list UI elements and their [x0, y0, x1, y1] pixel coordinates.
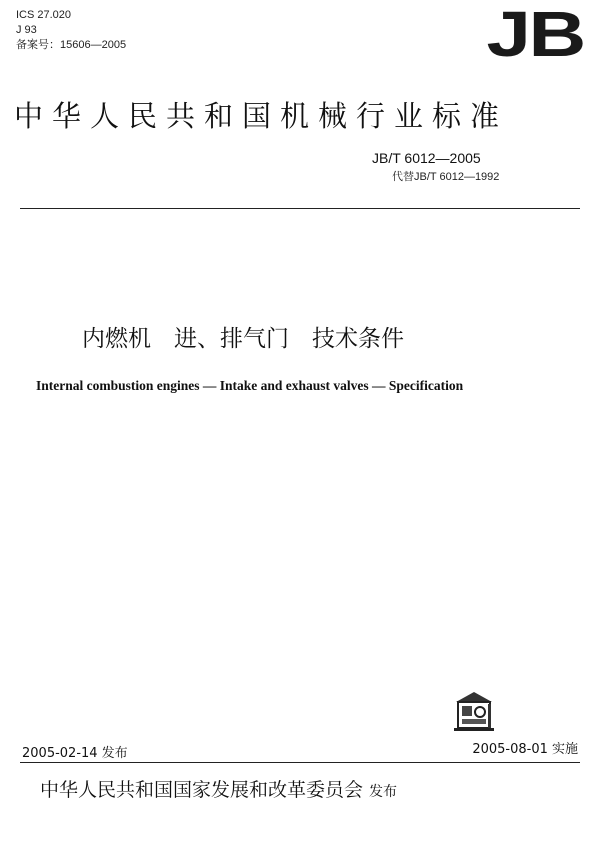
bottom-divider: [20, 762, 580, 763]
title-english: Internal combustion engines — Intake and exhaust valves — Specification: [36, 378, 464, 393]
issue-date: 2005-02-14 发布: [22, 746, 128, 761]
implementation-date: 2005-08-01 实施: [472, 742, 578, 757]
record-number: 备案号：15606—2005: [16, 39, 127, 51]
title-chinese: 内燃机 进、排气门 技术条件: [82, 326, 404, 352]
replaces-standard: 代替JB/T 6012—1992: [392, 171, 500, 183]
standard-organization: 中华人民共和国机械行业标准: [14, 99, 509, 133]
ics-code: ICS 27.020: [16, 9, 72, 21]
issuing-authority: [40, 776, 580, 806]
standard-code: JB/T 6012—2005: [372, 150, 481, 166]
jb-logo: JB: [486, 0, 584, 70]
top-divider: [20, 208, 580, 209]
issuer-name: 中华人民共和国国家发展和改革委员会: [40, 779, 364, 801]
issuer-suffix: 发布: [369, 784, 398, 800]
ministry-emblem-icon: [450, 688, 498, 734]
classification-code: J 93: [16, 24, 37, 36]
